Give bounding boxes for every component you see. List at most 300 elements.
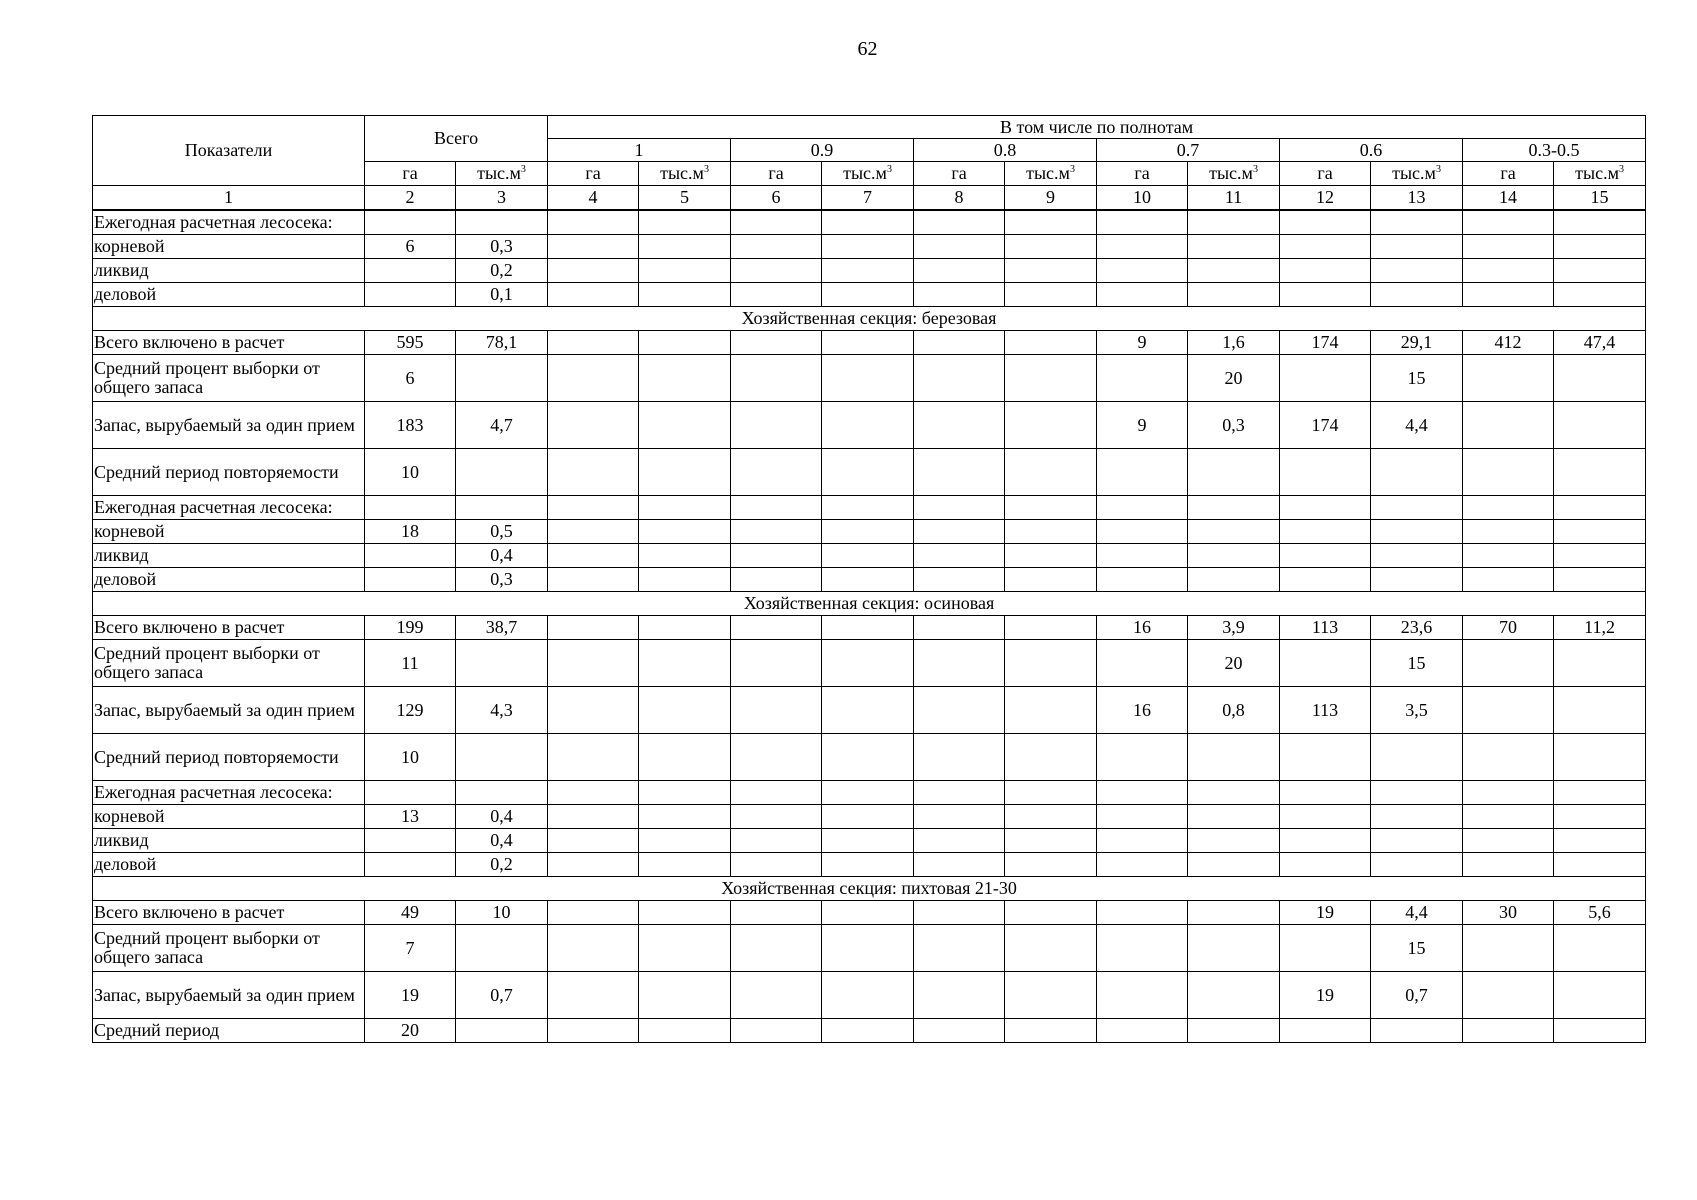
- table-cell: 4,3: [456, 687, 548, 734]
- table-cell: [1005, 853, 1097, 877]
- table-cell: [1371, 1019, 1463, 1043]
- table-cell: 113: [1280, 616, 1371, 640]
- table-cell: [914, 331, 1005, 355]
- table-cell: [365, 259, 456, 283]
- section-title: Хозяйственная секция: осиновая: [93, 592, 1646, 616]
- table-cell: [731, 1019, 822, 1043]
- table-cell: [1188, 496, 1280, 520]
- unit-volume-text: тыс.м: [1026, 163, 1070, 184]
- table-cell: 129: [365, 687, 456, 734]
- table-cell: [1097, 972, 1188, 1019]
- table-cell: [822, 235, 914, 259]
- table-cell: [822, 259, 914, 283]
- table-cell: [548, 781, 639, 805]
- row-label: ликвид: [93, 829, 365, 853]
- table-cell: [1097, 544, 1188, 568]
- table-row: [93, 355, 1646, 402]
- table-cell: [1005, 496, 1097, 520]
- table-cell: [456, 355, 548, 402]
- table-cell: [1554, 1019, 1646, 1043]
- unit-volume-text: тыс.м: [1392, 163, 1436, 184]
- table-cell: [365, 853, 456, 877]
- table-cell: [548, 829, 639, 853]
- table-row: [93, 402, 1646, 449]
- table-cell: [1005, 781, 1097, 805]
- density-header: 0.9: [731, 139, 914, 162]
- unit-volume-header: [1188, 162, 1280, 186]
- row-label: деловой: [93, 568, 365, 592]
- column-number: 11: [1188, 186, 1280, 211]
- table-cell: [1188, 520, 1280, 544]
- unit-volume-header: [456, 162, 548, 186]
- table-cell: [822, 210, 914, 235]
- unit-volume-superscript: 3: [1252, 164, 1258, 176]
- table-cell: [548, 283, 639, 307]
- table-cell: [1463, 1019, 1554, 1043]
- table-cell: [1097, 1019, 1188, 1043]
- table-cell: [822, 402, 914, 449]
- table-cell: [1371, 829, 1463, 853]
- unit-volume-header: [1554, 162, 1646, 186]
- table-cell: [548, 805, 639, 829]
- table-cell: [1280, 1019, 1371, 1043]
- table-cell: [365, 829, 456, 853]
- table-cell: [731, 402, 822, 449]
- table-cell: 3,5: [1371, 687, 1463, 734]
- table-cell: [1554, 520, 1646, 544]
- table-cell: 19: [1280, 972, 1371, 1019]
- table-cell: [1463, 402, 1554, 449]
- table-header: [93, 116, 1646, 211]
- table-cell: [1371, 283, 1463, 307]
- table-cell: [914, 449, 1005, 496]
- table-cell: [1005, 1019, 1097, 1043]
- unit-volume-text: тыс.м: [1575, 163, 1619, 184]
- table-cell: [1005, 734, 1097, 781]
- table-cell: [822, 544, 914, 568]
- row-label: Запас, вырубаемый за один прием: [93, 402, 365, 449]
- table-cell: [1097, 210, 1188, 235]
- table-cell: [731, 449, 822, 496]
- table-cell: [1371, 544, 1463, 568]
- table-row: [93, 568, 1646, 592]
- table-cell: 412: [1463, 331, 1554, 355]
- table-cell: [639, 496, 731, 520]
- table-cell: [822, 901, 914, 925]
- row-label: Средний период повторяемости: [93, 734, 365, 781]
- table-row: [93, 972, 1646, 1019]
- table-cell: [1188, 544, 1280, 568]
- density-header: 1: [548, 139, 731, 162]
- table-cell: [1554, 640, 1646, 687]
- table-cell: [639, 972, 731, 1019]
- table-cell: [548, 355, 639, 402]
- table-cell: 0,1: [456, 283, 548, 307]
- table-cell: [1554, 210, 1646, 235]
- table-cell: [1554, 925, 1646, 972]
- table-cell: [1097, 235, 1188, 259]
- table-cell: 49: [365, 901, 456, 925]
- table-cell: [822, 331, 914, 355]
- table-cell: [1280, 568, 1371, 592]
- table-cell: [1188, 781, 1280, 805]
- table-cell: [914, 687, 1005, 734]
- table-cell: 0,2: [456, 853, 548, 877]
- column-number: 1: [93, 186, 365, 211]
- density-header: 0.3-0.5: [1463, 139, 1646, 162]
- table-cell: [639, 331, 731, 355]
- unit-volume-superscript: 3: [703, 164, 709, 176]
- table-cell: [548, 544, 639, 568]
- table-cell: [1463, 235, 1554, 259]
- table-row: [93, 283, 1646, 307]
- table-cell: [1005, 520, 1097, 544]
- table-cell: [1005, 402, 1097, 449]
- table-cell: [731, 259, 822, 283]
- table-cell: 78,1: [456, 331, 548, 355]
- table-cell: [822, 640, 914, 687]
- table-cell: [1188, 449, 1280, 496]
- table-cell: [548, 331, 639, 355]
- column-number-row: [93, 186, 1646, 211]
- table-cell: [548, 402, 639, 449]
- table-cell: [1463, 449, 1554, 496]
- table-cell: [1005, 901, 1097, 925]
- row-label: корневой: [93, 235, 365, 259]
- column-number: 4: [548, 186, 639, 211]
- table-cell: [548, 853, 639, 877]
- table-cell: 9: [1097, 402, 1188, 449]
- table-cell: [731, 283, 822, 307]
- column-number: 9: [1005, 186, 1097, 211]
- row-label: Всего включено в расчет: [93, 331, 365, 355]
- table-cell: [639, 925, 731, 972]
- table-row: [93, 544, 1646, 568]
- table-cell: [1371, 449, 1463, 496]
- table-cell: [822, 805, 914, 829]
- table-cell: [548, 734, 639, 781]
- table-cell: [548, 901, 639, 925]
- table-cell: 19: [1280, 901, 1371, 925]
- table-cell: [639, 1019, 731, 1043]
- table-cell: [1371, 568, 1463, 592]
- table-cell: [1554, 972, 1646, 1019]
- table-cell: [548, 210, 639, 235]
- table-cell: [1005, 331, 1097, 355]
- table-cell: 183: [365, 402, 456, 449]
- table-cell: [548, 449, 639, 496]
- table-cell: [365, 496, 456, 520]
- unit-volume-superscript: 3: [520, 164, 526, 176]
- table-cell: [1280, 355, 1371, 402]
- table-cell: 199: [365, 616, 456, 640]
- table-cell: [822, 616, 914, 640]
- unit-ha-header: га: [1097, 162, 1188, 186]
- table-cell: 0,5: [456, 520, 548, 544]
- table-cell: [548, 687, 639, 734]
- table-cell: [914, 805, 1005, 829]
- table-cell: [1371, 734, 1463, 781]
- table-cell: [1188, 210, 1280, 235]
- table-cell: [1554, 687, 1646, 734]
- table-cell: [1554, 853, 1646, 877]
- table-cell: [639, 853, 731, 877]
- row-label: Запас, вырубаемый за один прием: [93, 687, 365, 734]
- table-row: [93, 210, 1646, 235]
- table-cell: [914, 402, 1005, 449]
- table-cell: [914, 496, 1005, 520]
- table-cell: [639, 355, 731, 402]
- table-cell: [1188, 805, 1280, 829]
- table-cell: 15: [1371, 640, 1463, 687]
- table-cell: [1554, 568, 1646, 592]
- table-cell: [1463, 781, 1554, 805]
- table-cell: 4,4: [1371, 402, 1463, 449]
- table-cell: [731, 520, 822, 544]
- density-header: 0.6: [1280, 139, 1463, 162]
- density-header: 0.8: [914, 139, 1097, 162]
- table-cell: [639, 805, 731, 829]
- row-label: корневой: [93, 520, 365, 544]
- row-label: Всего включено в расчет: [93, 616, 365, 640]
- table-cell: [731, 544, 822, 568]
- table-cell: [639, 283, 731, 307]
- table-cell: 174: [1280, 331, 1371, 355]
- table-cell: [1554, 355, 1646, 402]
- row-label: Средний период повторяемости: [93, 449, 365, 496]
- table-cell: 20: [365, 1019, 456, 1043]
- table-cell: [548, 235, 639, 259]
- table-cell: [914, 283, 1005, 307]
- table-row: [93, 331, 1646, 355]
- table-cell: [1097, 355, 1188, 402]
- table-cell: 0,7: [1371, 972, 1463, 1019]
- table-cell: [731, 496, 822, 520]
- header-by-density: В том числе по полнотам: [548, 116, 1646, 139]
- table-cell: [548, 616, 639, 640]
- table-cell: [914, 235, 1005, 259]
- table-cell: [365, 568, 456, 592]
- table-cell: [1463, 283, 1554, 307]
- section-row: [93, 307, 1646, 331]
- unit-volume-text: тыс.м: [843, 163, 887, 184]
- table-cell: [639, 687, 731, 734]
- table-cell: 6: [365, 235, 456, 259]
- table-cell: [639, 568, 731, 592]
- table-cell: [365, 781, 456, 805]
- row-label: Ежегодная расчетная лесосека:: [93, 210, 365, 235]
- table-cell: 29,1: [1371, 331, 1463, 355]
- column-number: 3: [456, 186, 548, 211]
- table-cell: [639, 402, 731, 449]
- table-cell: [1371, 210, 1463, 235]
- table-cell: [1463, 259, 1554, 283]
- table-cell: [1005, 925, 1097, 972]
- table-cell: [1097, 925, 1188, 972]
- table-cell: [731, 687, 822, 734]
- table-cell: [1097, 734, 1188, 781]
- table-cell: 16: [1097, 616, 1188, 640]
- table-cell: [639, 210, 731, 235]
- table-cell: [1371, 235, 1463, 259]
- table-cell: [1280, 853, 1371, 877]
- table-row: [93, 734, 1646, 781]
- table-row: [93, 829, 1646, 853]
- table-cell: [1097, 449, 1188, 496]
- table-row: [93, 1019, 1646, 1043]
- table-cell: [639, 520, 731, 544]
- column-number: 7: [822, 186, 914, 211]
- table-cell: [1554, 496, 1646, 520]
- table-cell: [914, 734, 1005, 781]
- table-cell: [639, 901, 731, 925]
- table-row: [93, 901, 1646, 925]
- row-label: Ежегодная расчетная лесосека:: [93, 496, 365, 520]
- table-cell: [1463, 972, 1554, 1019]
- table-cell: [456, 449, 548, 496]
- table-cell: [456, 210, 548, 235]
- table-cell: [1188, 972, 1280, 1019]
- table-cell: [1005, 210, 1097, 235]
- table-cell: [1188, 925, 1280, 972]
- table-cell: [822, 687, 914, 734]
- table-cell: [548, 1019, 639, 1043]
- table-cell: [822, 925, 914, 972]
- table-cell: [639, 734, 731, 781]
- table-cell: [1097, 805, 1188, 829]
- table-cell: [914, 616, 1005, 640]
- column-number: 8: [914, 186, 1005, 211]
- table-cell: [914, 925, 1005, 972]
- table-cell: [914, 781, 1005, 805]
- table-cell: 18: [365, 520, 456, 544]
- table-cell: 0,4: [456, 829, 548, 853]
- table-cell: 19: [365, 972, 456, 1019]
- table-cell: [1280, 829, 1371, 853]
- unit-ha-header: га: [365, 162, 456, 186]
- table-cell: [548, 925, 639, 972]
- table-cell: [731, 805, 822, 829]
- unit-ha-header: га: [731, 162, 822, 186]
- table-cell: [1280, 925, 1371, 972]
- table-cell: [1005, 235, 1097, 259]
- table-cell: [731, 853, 822, 877]
- table-cell: [456, 1019, 548, 1043]
- table-cell: 0,2: [456, 259, 548, 283]
- table-row: [93, 496, 1646, 520]
- table-cell: [1463, 210, 1554, 235]
- table-row: [93, 235, 1646, 259]
- table-cell: [639, 781, 731, 805]
- forestry-data-table: [92, 115, 1646, 1043]
- table-cell: [1280, 283, 1371, 307]
- unit-volume-superscript: 3: [1618, 164, 1624, 176]
- table-cell: [731, 235, 822, 259]
- table-cell: [1005, 544, 1097, 568]
- table-cell: [1188, 734, 1280, 781]
- header-indicators: Показатели: [93, 116, 365, 186]
- column-number: 12: [1280, 186, 1371, 211]
- table-cell: [1097, 520, 1188, 544]
- unit-ha-header: га: [1280, 162, 1371, 186]
- table-cell: 16: [1097, 687, 1188, 734]
- table-cell: [1097, 259, 1188, 283]
- row-label: Средний процент выборки от общего запаса: [93, 640, 365, 687]
- table-cell: [1097, 853, 1188, 877]
- row-label: корневой: [93, 805, 365, 829]
- page-number: 62: [857, 38, 878, 60]
- row-label: Средний период: [93, 1019, 365, 1043]
- table-cell: [731, 734, 822, 781]
- table-cell: [1097, 781, 1188, 805]
- unit-volume-header: [1371, 162, 1463, 186]
- table-cell: [731, 210, 822, 235]
- table-cell: [1097, 640, 1188, 687]
- table-cell: 10: [456, 901, 548, 925]
- table-cell: [1188, 235, 1280, 259]
- table-cell: [1463, 568, 1554, 592]
- table-cell: [1280, 734, 1371, 781]
- section-title: Хозяйственная секция: березовая: [93, 307, 1646, 331]
- table-cell: [1280, 805, 1371, 829]
- table-cell: [1005, 616, 1097, 640]
- table-cell: [914, 901, 1005, 925]
- table-cell: 0,4: [456, 805, 548, 829]
- table-cell: 11: [365, 640, 456, 687]
- table-cell: [914, 640, 1005, 687]
- table-cell: [639, 829, 731, 853]
- table-cell: [1097, 829, 1188, 853]
- row-label: Ежегодная расчетная лесосека:: [93, 781, 365, 805]
- table-cell: 30: [1463, 901, 1554, 925]
- unit-volume-header: [1005, 162, 1097, 186]
- table-cell: [1463, 925, 1554, 972]
- table-cell: [548, 259, 639, 283]
- unit-volume-header: [639, 162, 731, 186]
- table-cell: [914, 1019, 1005, 1043]
- table-cell: [1188, 901, 1280, 925]
- table-row: [93, 781, 1646, 805]
- table-cell: [1188, 259, 1280, 283]
- row-label: деловой: [93, 853, 365, 877]
- column-number: 14: [1463, 186, 1554, 211]
- column-number: 13: [1371, 186, 1463, 211]
- table-cell: [1188, 1019, 1280, 1043]
- table-cell: [1554, 544, 1646, 568]
- table-cell: [1463, 829, 1554, 853]
- table-cell: [1554, 734, 1646, 781]
- table-cell: 0,3: [456, 568, 548, 592]
- table-cell: [822, 829, 914, 853]
- table-cell: [1005, 259, 1097, 283]
- table-cell: [822, 781, 914, 805]
- table-cell: [914, 972, 1005, 1019]
- table-row: [93, 259, 1646, 283]
- unit-volume-superscript: 3: [1435, 164, 1441, 176]
- table-cell: [822, 355, 914, 402]
- table-cell: [1554, 781, 1646, 805]
- table-cell: 0,8: [1188, 687, 1280, 734]
- table-cell: [1280, 449, 1371, 496]
- table-cell: [822, 496, 914, 520]
- table-cell: [365, 210, 456, 235]
- table-cell: [1280, 259, 1371, 283]
- table-row: [93, 449, 1646, 496]
- table-cell: [1280, 210, 1371, 235]
- table-cell: [731, 925, 822, 972]
- table-cell: [1097, 496, 1188, 520]
- column-number: 2: [365, 186, 456, 211]
